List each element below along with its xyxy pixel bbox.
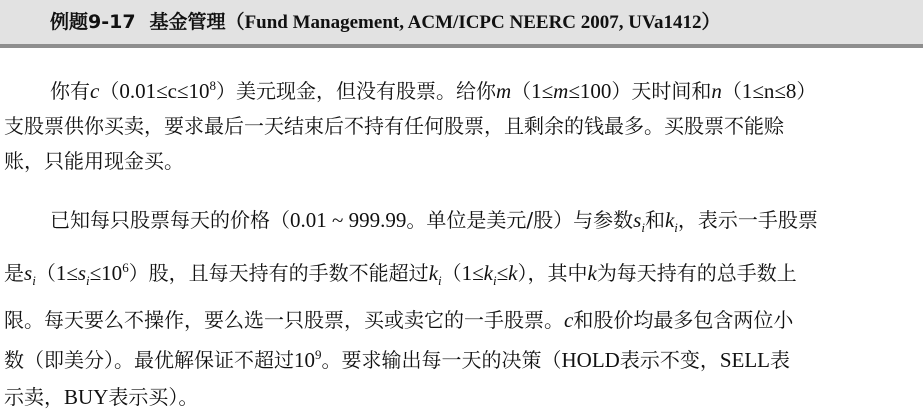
var-c: c: [90, 79, 100, 103]
text: ）股，且每天持有的手数不能超过: [128, 261, 429, 285]
exponent: 9: [315, 347, 322, 362]
range: ≤: [496, 261, 509, 285]
example-label: 例题9-17: [50, 11, 136, 33]
subscript: i: [674, 220, 678, 235]
para2-line3: [4, 306, 793, 334]
text: 你有: [50, 79, 90, 103]
number: 10: [294, 348, 315, 372]
title-close: ）: [701, 11, 721, 33]
text: ）天时间和: [611, 79, 712, 103]
text: 和股价均最多包含两位小: [573, 308, 794, 332]
text: 为每天持有的总手数上: [596, 261, 797, 285]
text: （: [511, 79, 532, 103]
text: （: [721, 79, 742, 103]
subscript: i: [32, 273, 36, 288]
para2-line1: [50, 206, 818, 234]
range-m: ≤100: [568, 79, 612, 103]
keyword-buy: BUY: [64, 385, 109, 409]
text: 是: [4, 261, 24, 285]
para2-line4: [4, 346, 790, 374]
var-k: k: [483, 261, 493, 285]
var-k: k: [428, 261, 439, 285]
exponent: 6: [122, 260, 129, 275]
keyword-sell: SELL: [719, 348, 770, 372]
var-n: n: [711, 79, 722, 103]
range-n: 1≤n≤8: [741, 79, 797, 103]
subscript: i: [438, 273, 442, 288]
text: ），其中: [517, 261, 588, 285]
exponent: 8: [209, 78, 216, 93]
range-m: 1≤: [531, 79, 554, 103]
var-s: s: [77, 261, 87, 285]
text: 和: [644, 208, 665, 232]
para1-line2: 支股票供你买卖，要求最后一天结束后不持有任何股票，且剩余的钱最多。买股票不能赊: [4, 114, 784, 138]
range-c: 0.01≤c≤10: [119, 79, 210, 103]
var-c: c: [564, 308, 574, 332]
text: 表: [770, 348, 790, 372]
range: ≤10: [89, 261, 123, 285]
para2-line2: [4, 259, 797, 287]
subscript: i: [641, 220, 645, 235]
text: 表示不变，: [619, 348, 720, 372]
range: 1≤: [55, 261, 78, 285]
para2-line5: [4, 383, 198, 411]
text: 示卖，: [4, 385, 64, 409]
var-m: m: [553, 79, 569, 103]
var-m: m: [495, 79, 512, 103]
title-cn: 基金管理（: [149, 11, 245, 33]
text: 。要求输出每一天的决策（: [321, 348, 562, 372]
subscript: i: [493, 273, 497, 288]
para1-line3: 账，只能用现金买。: [4, 149, 184, 173]
text: 表示买）。: [108, 385, 199, 409]
text: ，表示一手股票: [677, 208, 818, 232]
var-s: s: [633, 208, 642, 232]
text: （: [35, 261, 56, 285]
var-s: s: [24, 261, 33, 285]
title-en: Fund Management, ACM/ICPC NEERC 2007, UVa1412: [244, 12, 702, 33]
text: 数（即美分）。最优解保证不超过: [4, 348, 294, 372]
text: ）: [796, 79, 817, 103]
text: （: [99, 79, 120, 103]
text: 已知每只股票每天的价格（: [50, 208, 290, 232]
price-range: 0.01 ~ 999.99: [290, 208, 407, 232]
text: （: [441, 261, 462, 285]
text: 。单位是美元/股）与参数: [406, 208, 634, 232]
para1-line1: [50, 77, 816, 105]
range: 1≤: [461, 261, 484, 285]
keyword-hold: HOLD: [561, 348, 620, 372]
var-k: k: [664, 208, 675, 232]
text: 限。每天要么不操作，要么选一只股票，买或卖它的一手股票。: [4, 308, 564, 332]
subscript: i: [86, 273, 90, 288]
text: ）美元现金，但没有股票。给你: [215, 79, 496, 103]
var-k: k: [508, 261, 518, 285]
var-k: k: [587, 261, 597, 285]
